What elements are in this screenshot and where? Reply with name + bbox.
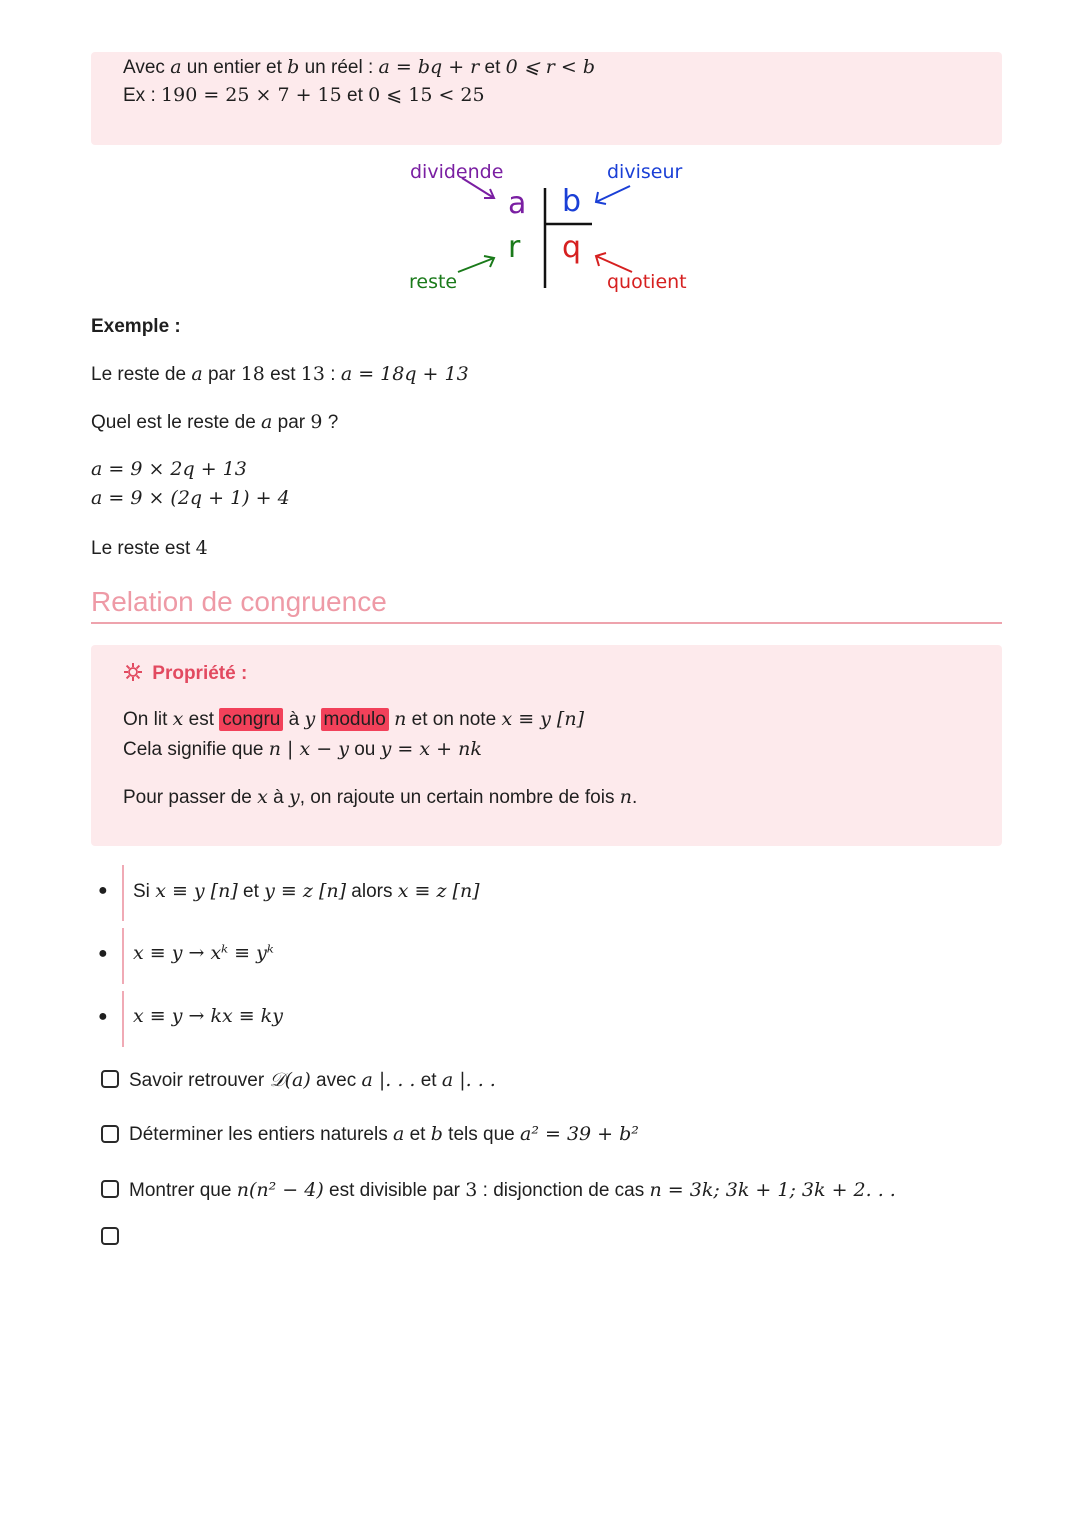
letter-a: a bbox=[508, 186, 527, 221]
section-title: Relation de congruence bbox=[91, 586, 387, 617]
bullet-item-power: x ≡ y → xᵏ ≡ yᵏ bbox=[133, 942, 274, 964]
checkbox-4[interactable] bbox=[101, 1227, 119, 1245]
example-heading: Exemple : bbox=[91, 316, 181, 337]
label-reste: reste bbox=[409, 271, 458, 293]
property-line-2: Cela signifie que n | x − y ou y = x + nk bbox=[123, 738, 482, 760]
quote-bar bbox=[122, 865, 124, 921]
example-line-1: Le reste de a par 18 est 13 : a = 18q + 13 bbox=[91, 363, 469, 385]
letter-q: q bbox=[562, 230, 582, 265]
quote-bar bbox=[122, 991, 124, 1047]
checklist-item-1: Savoir retrouver 𝒟(a) avec a |. . . et a |. . . bbox=[129, 1069, 496, 1091]
division-bracket bbox=[400, 150, 720, 300]
letter-b: b bbox=[562, 184, 582, 219]
highlight-congru: congru bbox=[219, 708, 283, 731]
quote-bar bbox=[122, 928, 124, 984]
property-line-1: On lit x est congru à y modulo n et on note x ≡ y [n] bbox=[123, 708, 584, 730]
property-line-3: Pour passer de x à y, on rajoute un certain nombre de fois n. bbox=[123, 786, 638, 808]
label-diviseur: diviseur bbox=[607, 161, 683, 183]
gear-icon bbox=[123, 663, 148, 684]
definition-line-1: Avec a un entier et b un réel : a = bq + r et 0 ⩽ r < b bbox=[123, 56, 596, 78]
label-quotient: quotient bbox=[607, 271, 687, 293]
bullet-item-product: x ≡ y → kx ≡ ky bbox=[133, 1005, 283, 1027]
example-line-3: Le reste est 4 bbox=[91, 537, 208, 559]
label-dividende: dividende bbox=[410, 161, 504, 183]
bullet-dot: ● bbox=[98, 945, 108, 962]
bullet-dot: ● bbox=[98, 1008, 108, 1025]
checklist-item-2: Déterminer les entiers naturels a et b tels que a² = 39 + b² bbox=[129, 1123, 639, 1145]
example-line-2: Quel est le reste de a par 9 ? bbox=[91, 411, 339, 433]
example-equation-1: a = 9 × 2q + 13 bbox=[91, 458, 247, 480]
definition-line-2: Ex : 190 = 25 × 7 + 15 et 0 ⩽ 15 < 25 bbox=[123, 84, 485, 106]
property-heading: Propriété : bbox=[123, 662, 247, 685]
checkbox-1[interactable] bbox=[101, 1070, 119, 1088]
highlight-modulo: modulo bbox=[321, 708, 389, 731]
bullet-dot: ● bbox=[98, 882, 108, 899]
example-equation-2: a = 9 × (2q + 1) + 4 bbox=[91, 487, 290, 509]
letter-r: r bbox=[508, 230, 521, 265]
bullet-item-transitivity: Si x ≡ y [n] et y ≡ z [n] alors x ≡ z [n] bbox=[133, 880, 480, 902]
checklist-item-3: Montrer que n(n² − 4) est divisible par 3 : disjonction de cas n = 3k; 3k + 1; 3k + 2. . . bbox=[129, 1179, 896, 1201]
section-divider bbox=[91, 622, 1002, 624]
checkbox-2[interactable] bbox=[101, 1125, 119, 1143]
checkbox-3[interactable] bbox=[101, 1180, 119, 1198]
